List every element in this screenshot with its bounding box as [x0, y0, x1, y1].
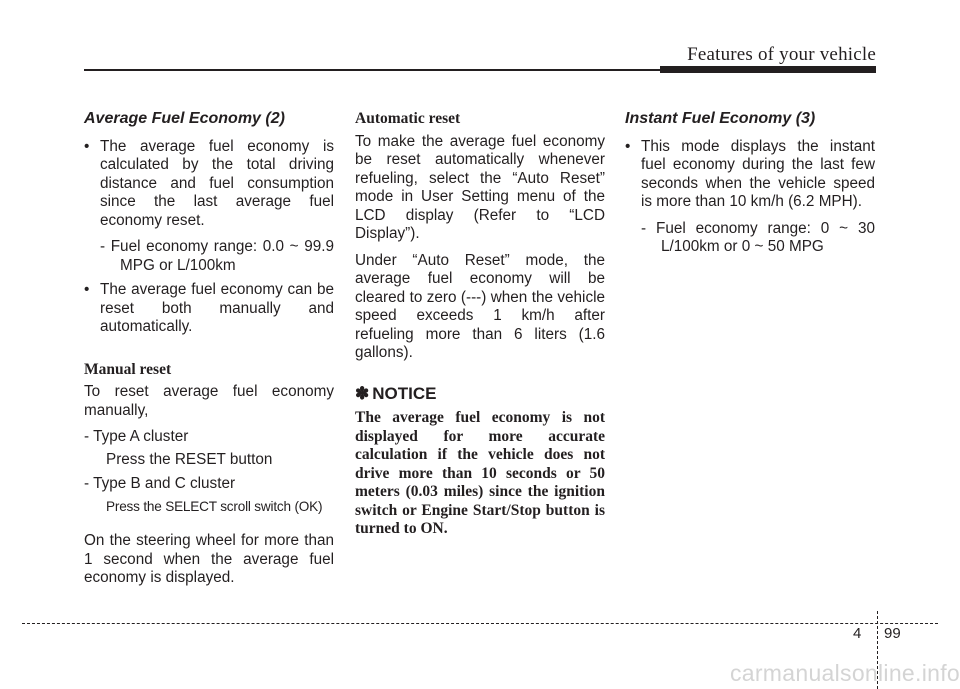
footer-rule [22, 623, 938, 624]
column-left [84, 110, 334, 596]
header-rule [84, 69, 660, 71]
instant-range: - Fuel economy range: 0 ~ 30 L/100km or 0 ~ 50 MPG [641, 219, 875, 255]
manual-reset-closing: On the steering wheel for more than 1 second when the average fuel economy is displayed. [84, 532, 334, 586]
bullet-average-calc: • The average fuel economy is calculated by the total driving distance and fuel consumption since the last average fuel economy reset. [84, 138, 334, 231]
manual-reset-heading: Manual reset [84, 360, 172, 378]
page-chapter: 4 [853, 625, 862, 642]
notice-label: NOTICE [372, 383, 437, 403]
header-title: Features of your vehicle [687, 44, 876, 65]
section-title-instant: Instant Fuel Economy (3) [625, 110, 816, 127]
type-bc-action: Press the SELECT scroll switch (OK) [106, 498, 323, 514]
automatic-reset-para1: To make the average fuel economy be reset automatically whenever refueling, select the “Auto Reset” mode in User Setting menu of the LCD display (Refer to “LCD Display”). [355, 132, 605, 242]
automatic-reset-para2: Under “Auto Reset” mode, the average fuel economy will be cleared to zero (---) when the vehicle speed exceeds 1 km/h after refueling more than 6 liters (1.6 gallons). [355, 251, 605, 361]
column-right [625, 110, 875, 263]
type-bc-cluster: - Type B and C cluster [84, 475, 236, 492]
column-middle [355, 110, 605, 539]
header-rule-accent [660, 66, 876, 73]
notice-heading [355, 385, 605, 404]
average-range: - Fuel economy range: 0.0 ~ 99.9 MPG or L/100km [100, 238, 334, 274]
notice-body: The average fuel economy is not displayed for more accurate calculation if the vehicle does not drive more than 10 seconds or 50 meters (0.03 miles) since the ignition switch or Engine Start/Stop button is turned to ON. [355, 409, 605, 537]
manual-reset-para: To reset average fuel economy manually, [84, 383, 334, 419]
page-number: 99 [884, 625, 901, 642]
section-title-average: Average Fuel Economy (2) [84, 110, 285, 127]
bullet-average-reset: • The average fuel economy can be reset both manually and automatically. [84, 281, 334, 337]
type-a-cluster: - Type A cluster [84, 428, 189, 445]
watermark: carmanualsonline.info [729, 660, 960, 686]
automatic-reset-heading: Automatic reset [355, 110, 461, 127]
type-a-action: Press the RESET button [106, 450, 273, 468]
bullet-instant-mode: • This mode displays the instant fuel economy during the last few seconds when the vehicle speed is more than 10 km/h (6.2 MPH). [625, 138, 875, 212]
notice-star-icon: ✽ [355, 383, 370, 403]
